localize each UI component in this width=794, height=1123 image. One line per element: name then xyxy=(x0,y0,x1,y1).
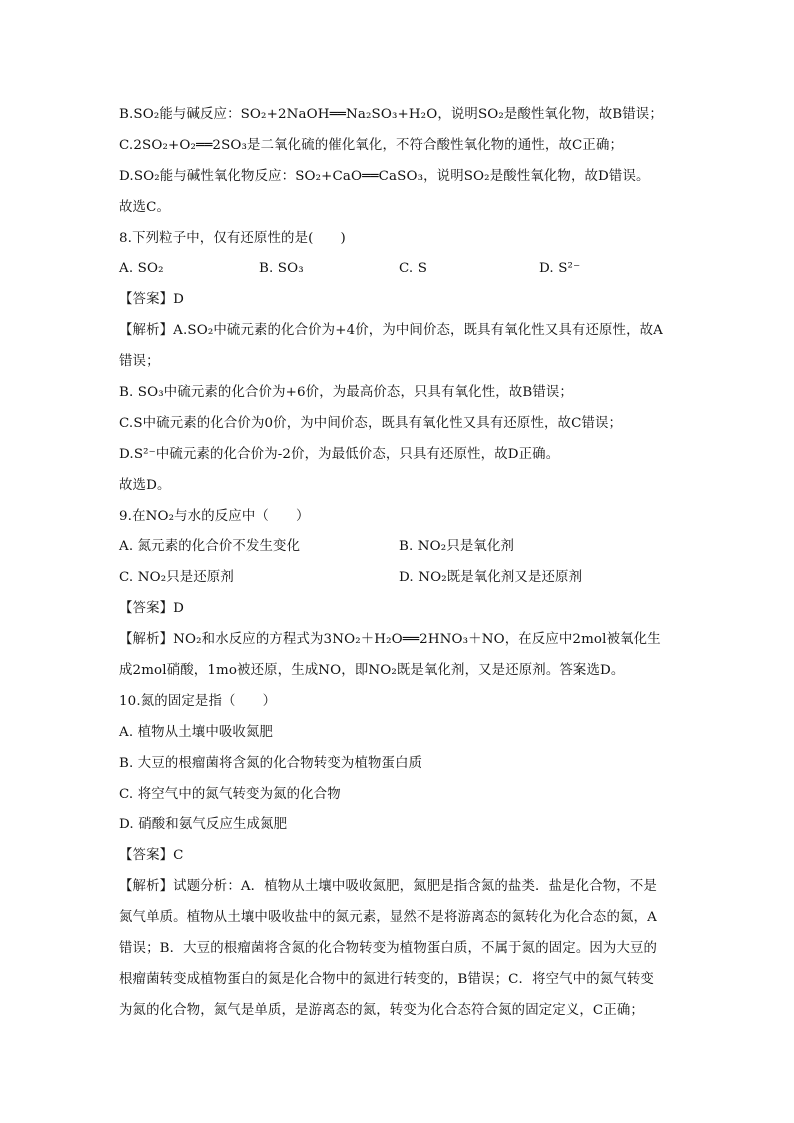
question-8-stem: 8.下列粒子中，仅有还原性的是( ) xyxy=(119,230,346,246)
question-8-options xyxy=(119,254,679,285)
option-d: D. NO₂既是氧化剂又是还原剂 xyxy=(399,570,583,586)
question-8-answer: 【答案】D xyxy=(119,292,185,308)
question-9-options-row-2 xyxy=(119,563,679,594)
question-9-options-row-1 xyxy=(119,532,679,563)
text-line: 故选C。 xyxy=(119,199,171,215)
text-line: D.SO₂能与碱性氧化物反应：SO₂+CaO══CaSO₃，说明SO₂是酸性氧化物，故D错误。 xyxy=(119,168,650,184)
option-c: C. 将空气中的氮气转变为氮的化合物 xyxy=(119,786,341,802)
option-a: A. SO₂ xyxy=(119,261,164,277)
analysis-line: 氮气单质。植物从土壤中吸收盐中的氮元素，显然不是将游离态的氮转化为化合态的氮，A xyxy=(119,910,657,926)
option-c: C. S xyxy=(399,261,428,277)
option-b: B. SO₃ xyxy=(259,261,304,277)
analysis-line: 【解析】A.SO₂中硫元素的化合价为+4价，为中间价态，既具有氧化性又具有还原性，故A xyxy=(119,323,663,339)
analysis-line: D.S²⁻中硫元素的化合价为-2价，为最低价态，只具有还原性，故D正确。 xyxy=(119,446,560,462)
option-c: C. NO₂只是还原剂 xyxy=(119,570,234,586)
text-line: B.SO₂能与碱反应：SO₂+2NaOH══Na₂SO₃+H₂O，说明SO₂是酸性氧化物，故B错误； xyxy=(119,107,663,122)
analysis-line: 为氮的化合物，氮气是单质，是游离态的氮，转变为化合态符合氮的固定定义，C正确； xyxy=(119,1002,644,1018)
analysis-line: 故选D。 xyxy=(119,477,171,493)
analysis-line: C.S中硫元素的化合价为0价，为中间价态，既具有氧化性又具有还原性，故C错误； xyxy=(119,415,623,431)
analysis-line: B. SO₃中硫元素的化合价为+6价，为最高价态，只具有氧化性，故B错误； xyxy=(119,385,573,401)
analysis-line: 【解析】试题分析：A．植物从土壤中吸收氮肥，氮肥是指含氮的盐类．盐是化合物，不是 xyxy=(119,879,657,895)
option-d: D. S²⁻ xyxy=(539,261,581,277)
analysis-line: 成2mol硝酸，1mo被还原，生成NO，即NO₂既是氧化剂，又是还原剂。答案选D。 xyxy=(119,663,625,679)
option-d: D. 硝酸和氨气反应生成氮肥 xyxy=(119,817,288,833)
analysis-line: 根瘤菌转变成植物蛋白的氮是化合物中的氮进行转变的，B错误；C．将空气中的氮气转变 xyxy=(119,971,654,987)
analysis-line: 错误；B．大豆的根瘤菌将含氮的化合物转变为植物蛋白质，不属于氮的固定。因为大豆的 xyxy=(119,941,658,957)
question-10-stem: 10.氮的固定是指（ ） xyxy=(119,693,277,709)
question-10-answer: 【答案】C xyxy=(119,848,184,864)
option-a: A. 氮元素的化合价不发生变化 xyxy=(119,539,301,555)
question-9-stem: 9.在NO₂与水的反应中（ ） xyxy=(119,508,310,524)
document-content xyxy=(119,100,679,1027)
analysis-line: 错误； xyxy=(119,354,160,370)
option-b: B. 大豆的根瘤菌将含氮的化合物转变为植物蛋白质 xyxy=(119,755,423,771)
analysis-line: 【解析】NO₂和水反应的方程式为3NO₂＋H₂O══2HNO₃＋NO，在反应中2mol被氧化生 xyxy=(119,632,661,648)
question-9-answer: 【答案】D xyxy=(119,601,185,617)
option-a: A. 植物从土壤中吸收氮肥 xyxy=(119,724,274,740)
text-line: C.2SO₂+O₂══2SO₃是二氧化硫的催化氧化，不符合酸性氧化物的通性，故C正确； xyxy=(119,137,624,153)
option-b: B. NO₂只是氧化剂 xyxy=(399,539,515,555)
